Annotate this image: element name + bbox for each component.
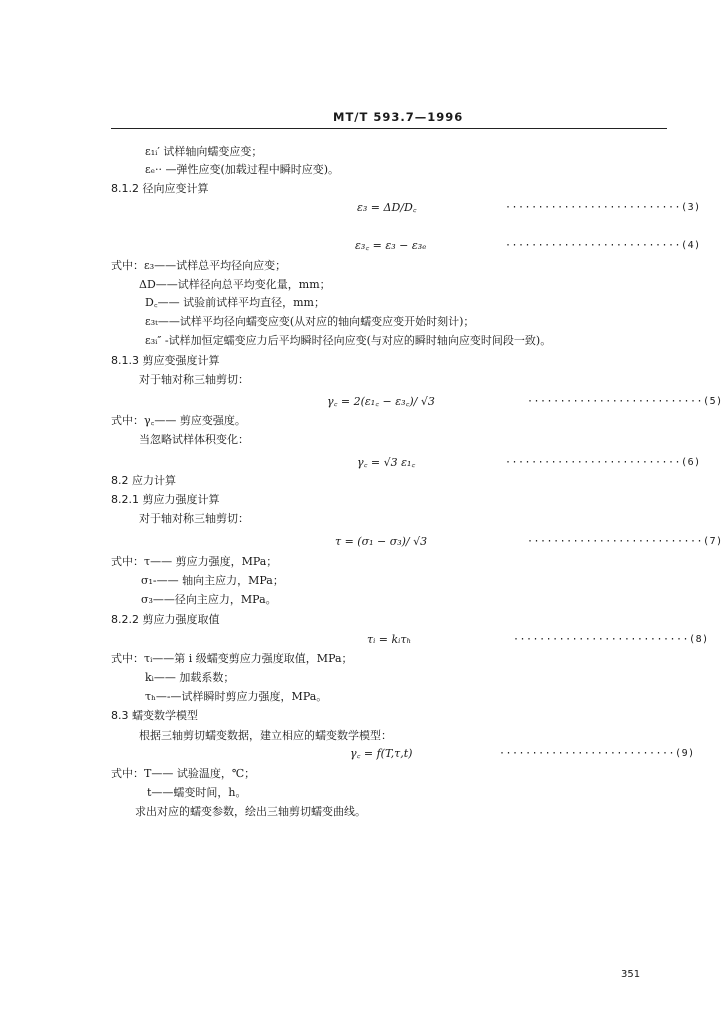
equation-number-6: ···························(6) [505, 457, 701, 468]
text-line: 对于轴对称三轴剪切： [139, 512, 249, 525]
text-line: σ₁-—— 轴向主应力，MPa； [141, 574, 284, 587]
text-line: 式中：τᵢ——第 i 级蠕变剪应力强度取值，MPa； [111, 652, 353, 665]
standard-code-header: MT/T 593.7—1996 [333, 110, 464, 124]
section-heading-8-2-2: 8.2.2 剪应力强度取值 [111, 613, 220, 626]
text-line: τₕ—-—试样瞬时剪应力强度，MPa。 [145, 690, 328, 703]
text-line: 式中：T—— 试验温度，℃； [111, 767, 256, 780]
equation-number-7: ···························(7) [527, 536, 723, 547]
header-rule [111, 128, 667, 129]
section-heading-8-1-2: 8.1.2 径向应变计算 [111, 182, 209, 195]
formula-9: γ꜀ = f(T,τ,t) [350, 747, 413, 760]
text-line: 对于轴对称三轴剪切： [139, 373, 249, 386]
text-line: t——蠕变时间，h。 [147, 786, 247, 799]
text-line: ε₁ᵢ′ 试样轴向蠕变应变； [145, 145, 263, 158]
page-number: 351 [621, 969, 641, 980]
formula-8: τᵢ = kᵢτₕ [367, 633, 412, 646]
text-line: D꜀—— 试验前试样平均直径，mm； [145, 296, 325, 309]
text-line: 求出对应的蠕变参数，绘出三轴剪切蠕变曲线。 [135, 805, 366, 818]
text-line: ΔD——试样径向总平均变化量，mm； [139, 278, 331, 291]
text-line: σ₃——径向主应力，MPa。 [141, 593, 277, 606]
section-heading-8-1-3: 8.1.3 剪应变强度计算 [111, 354, 220, 367]
text-line: 式中：τ—— 剪应力强度，MPa； [111, 555, 278, 568]
text-line: ε₃ᵢ″ -试样加恒定蠕变应力后平均瞬时径向应变(与对应的瞬时轴向应变时间段一致)。 [145, 334, 552, 347]
section-heading-8-2: 8.2 应力计算 [111, 474, 176, 487]
text-line: 式中：ε₃——试样总平均径向应变； [111, 259, 287, 272]
formula-6: γ꜀ = √3 ε₁꜀ [357, 456, 416, 469]
equation-number-4: ···························(4) [505, 240, 701, 251]
section-heading-8-2-1: 8.2.1 剪应力强度计算 [111, 493, 220, 506]
text-line: 式中：γ꜀—— 剪应变强度。 [111, 414, 246, 427]
equation-number-9: ···························(9) [499, 748, 695, 759]
section-heading-8-3: 8.3 蠕变数学模型 [111, 709, 198, 722]
equation-number-3: ···························(3) [505, 202, 701, 213]
formula-7: τ = (σ₁ − σ₃)/ √3 [335, 535, 428, 548]
text-line: kᵢ—— 加载系数； [145, 671, 235, 684]
text-line: 当忽略试样体积变化： [139, 433, 249, 446]
formula-5: γ꜀ = 2(ε₁꜀ − ε₃꜀)/ √3 [327, 395, 435, 408]
equation-number-5: ···························(5) [527, 396, 723, 407]
formula-3: ε₃ = ΔD/D꜀ [357, 201, 417, 214]
text-line: εₑ·· —弹性应变(加载过程中瞬时应变)。 [145, 163, 340, 176]
text-line: ε₃ₜ——试样平均径向蠕变应变(从对应的轴向蠕变应变开始时刻计)； [145, 315, 475, 328]
equation-number-8: ···························(8) [513, 634, 709, 645]
text-line: 根据三轴剪切蠕变数据，建立相应的蠕变数学模型： [139, 729, 392, 742]
formula-4: ε₃꜀ = ε₃ − ε₃ₑ [355, 239, 427, 252]
